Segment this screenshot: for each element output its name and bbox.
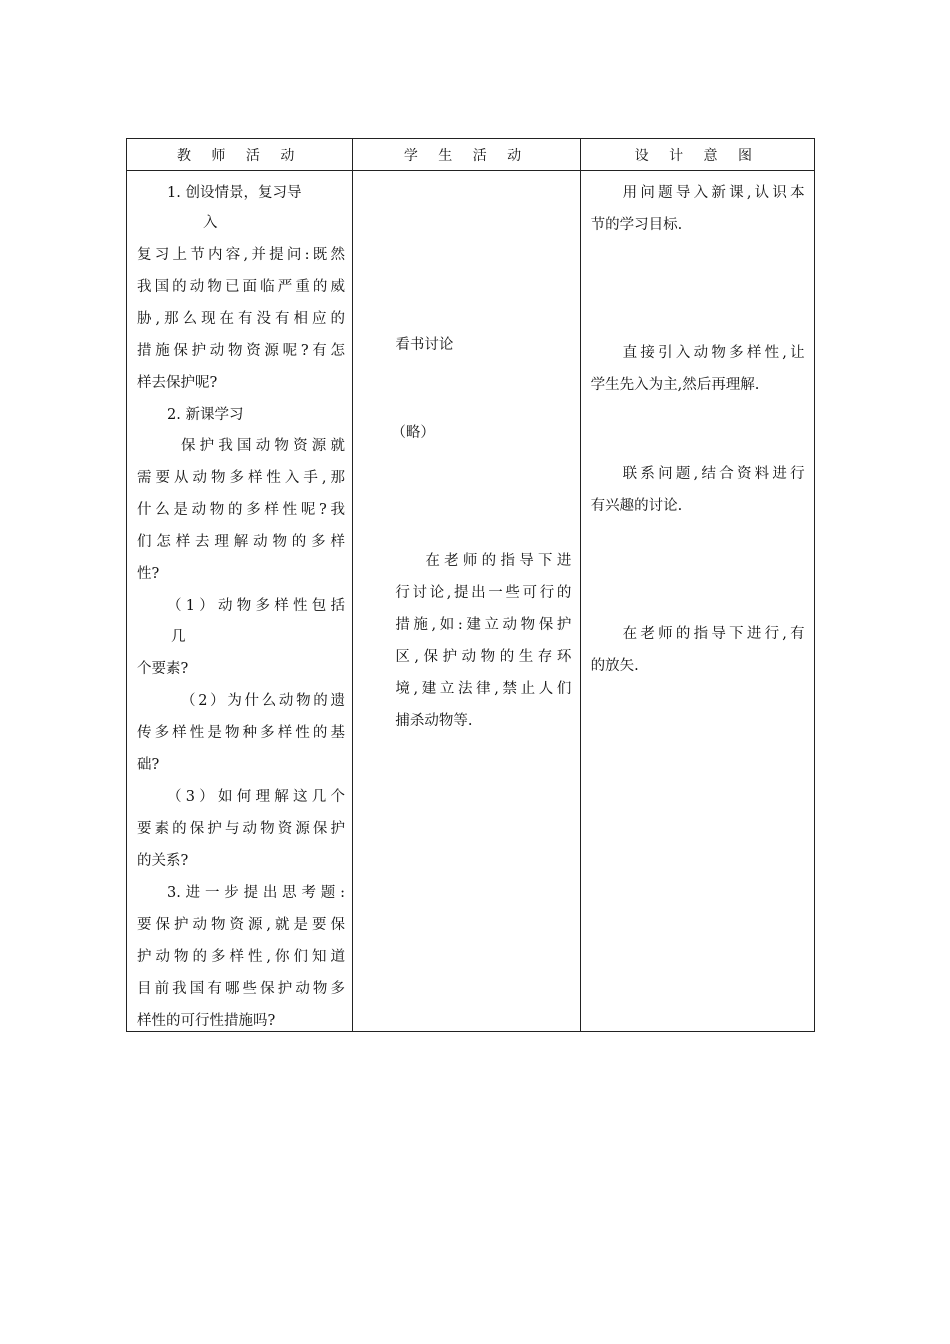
teacher-line: 传多样性是物种多样性的基 bbox=[137, 725, 345, 741]
teacher-line: 护动物的多样性,你们知道 bbox=[137, 949, 345, 965]
student-line: 措施,如:建立动物保护 bbox=[395, 617, 572, 633]
teacher-line: 入 bbox=[203, 215, 218, 231]
design-line: 在老师的指导下进行,有 bbox=[622, 626, 805, 642]
design-intent-cell bbox=[580, 171, 814, 1032]
teacher-line: 要保护动物资源,就是要保 bbox=[137, 917, 345, 933]
student-line: 行讨论,提出一些可行的 bbox=[395, 585, 572, 601]
teacher-line: 保护我国动物资源就 bbox=[181, 438, 345, 454]
teacher-line: 们怎样去理解动物的多样 bbox=[137, 534, 345, 550]
lesson-plan-table bbox=[126, 138, 815, 1032]
teacher-line: 样去保护呢? bbox=[137, 375, 218, 391]
student-activity-cell bbox=[353, 171, 580, 1032]
design-line: 直接引入动物多样性,让 bbox=[622, 345, 805, 361]
teacher-line: 需要从动物多样性入手,那 bbox=[137, 470, 345, 486]
student-line: 捕杀动物等. bbox=[395, 713, 473, 729]
teacher-line: （1）动物多样性包括 bbox=[167, 598, 345, 614]
teacher-line: 什么是动物的多样性呢?我 bbox=[137, 502, 345, 518]
teacher-line: 我国的动物已面临严重的威 bbox=[137, 279, 345, 295]
header-student-activity: 学 生 活 动 bbox=[353, 139, 580, 171]
teacher-line: 个要素? bbox=[137, 661, 189, 677]
teacher-line: 几 bbox=[171, 629, 186, 645]
student-line: 在老师的指导下进 bbox=[425, 553, 572, 569]
header-design-intent: 设 计 意 图 bbox=[580, 139, 814, 171]
teacher-line: 复习上节内容,并提问:既然 bbox=[137, 247, 345, 263]
design-line: 的放矢. bbox=[590, 658, 639, 674]
student-line: （略） bbox=[391, 425, 435, 441]
design-line: 联系问题,结合资料进行 bbox=[622, 466, 805, 482]
student-line: 区,保护动物的生存环 bbox=[395, 649, 572, 665]
teacher-line: （2）为什么动物的遗 bbox=[181, 693, 345, 709]
design-line: 学生先入为主,然后再理解. bbox=[590, 377, 760, 393]
header-row bbox=[127, 139, 815, 171]
teacher-line: 的关系? bbox=[137, 853, 189, 869]
design-line: 有兴趣的讨论. bbox=[590, 498, 683, 514]
teacher-activity-cell bbox=[127, 171, 353, 1032]
teacher-line: 样性的可行性措施吗? bbox=[137, 1013, 276, 1029]
teacher-line: 性? bbox=[137, 566, 160, 582]
teacher-line: 3.进一步提出思考题: bbox=[167, 885, 345, 901]
teacher-line: 措施保护动物资源呢?有怎 bbox=[137, 343, 345, 359]
teacher-line: 要素的保护与动物资源保护 bbox=[137, 821, 345, 837]
design-line: 节的学习目标. bbox=[590, 217, 683, 233]
content-row bbox=[127, 171, 815, 1032]
teacher-line: 胁,那么现在有没有相应的 bbox=[137, 311, 345, 327]
teacher-line: 1. 创设情景，复习导 bbox=[167, 185, 302, 201]
student-line: 境,建立法律,禁止人们 bbox=[395, 681, 572, 697]
header-teacher-activity: 教 师 活 动 bbox=[127, 139, 353, 171]
teacher-line: 础? bbox=[137, 757, 160, 773]
teacher-line: 目前我国有哪些保护动物多 bbox=[137, 981, 345, 997]
design-line: 用问题导入新课,认识本 bbox=[622, 185, 805, 201]
teacher-line: （3）如何理解这几个 bbox=[167, 789, 345, 805]
student-line: 看书讨论 bbox=[395, 337, 454, 353]
teacher-line: 2. 新课学习 bbox=[167, 407, 244, 423]
